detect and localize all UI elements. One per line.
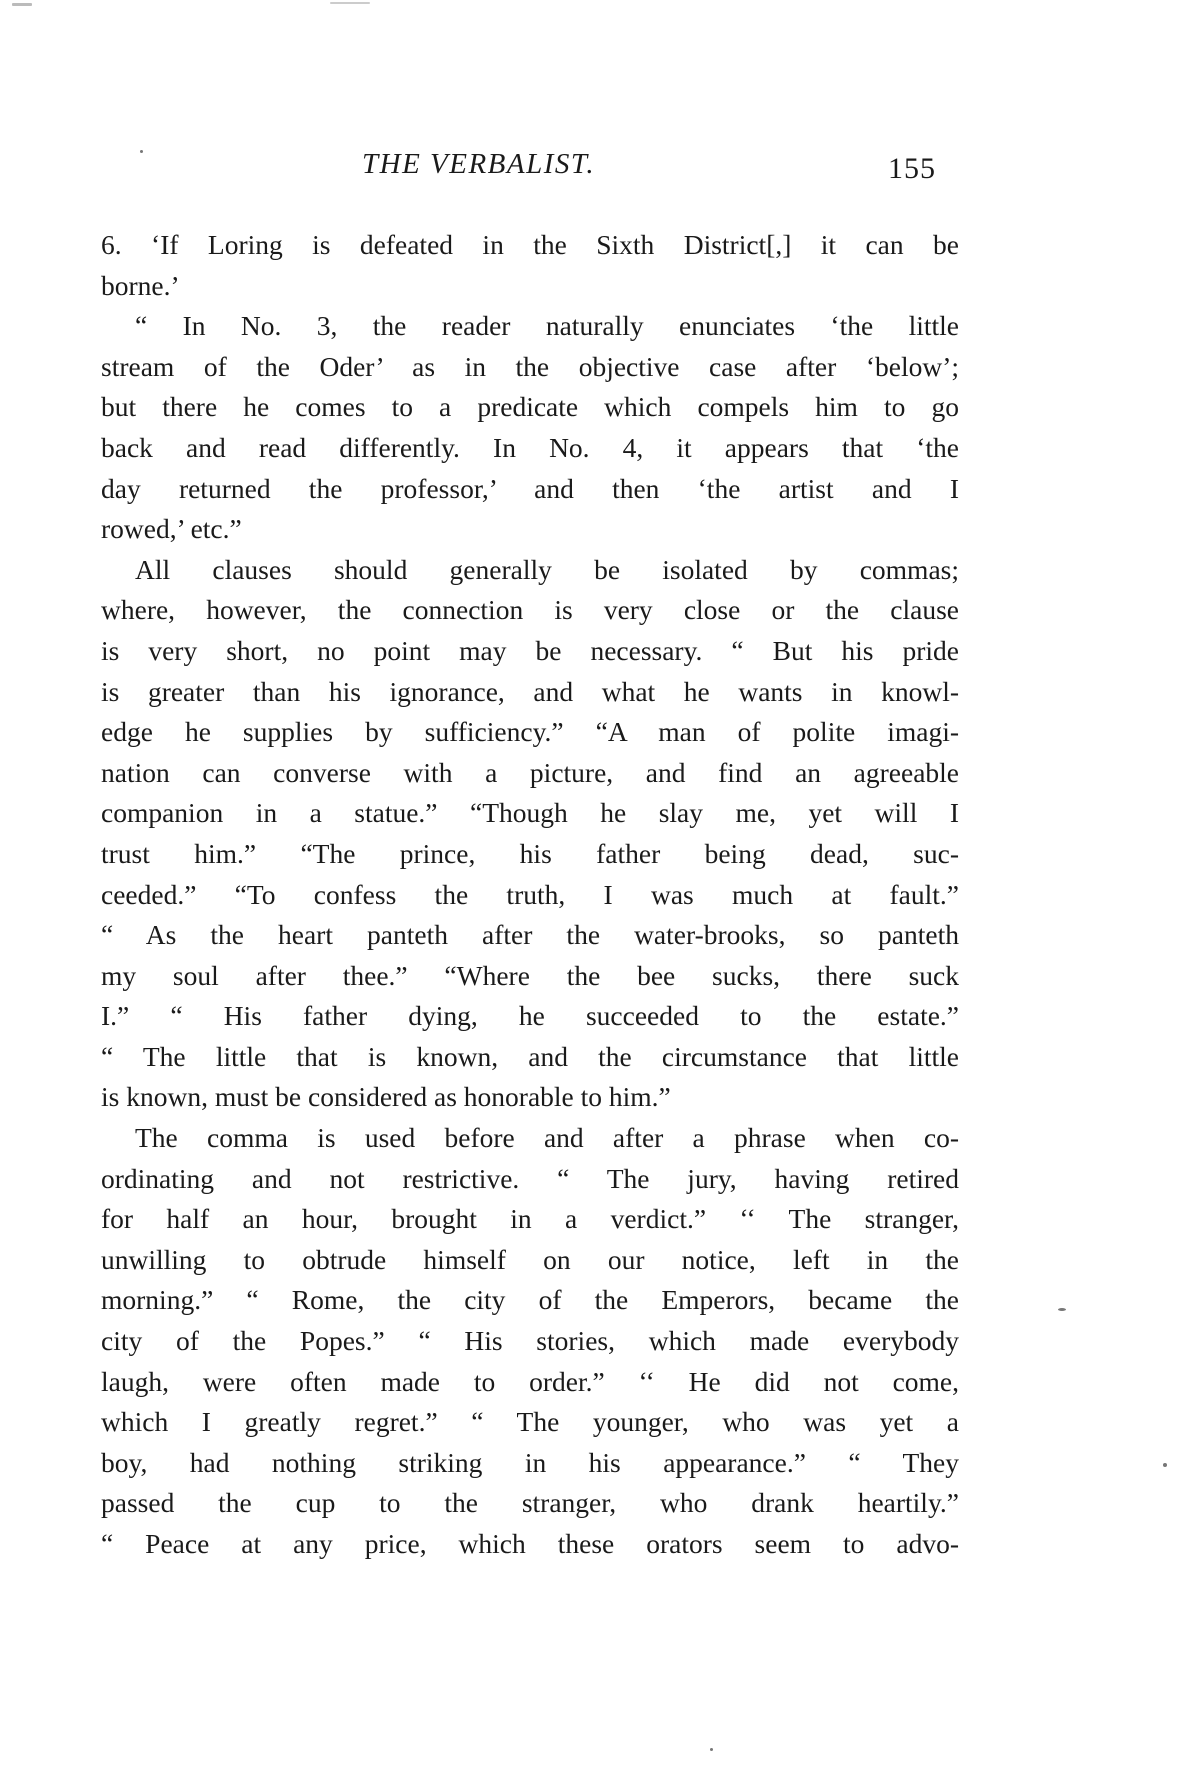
text-line: for half an hour, brought in a verdict.” ‘‘ The stranger, (101, 1203, 959, 1235)
text-line: but there he comes to a predicate which compels him to go (101, 391, 959, 423)
text-line: my soul after thee.” “Where the bee sucks, there suck (101, 959, 959, 991)
text-line: “ The little that is known, and the circumstance that little (101, 1040, 959, 1072)
running-head (0, 140, 1178, 190)
text-line: nation can converse with a picture, and find an agreeable (101, 756, 959, 788)
paper-speck (140, 150, 143, 153)
text-line: where, however, the connection is very close or the clause (101, 594, 959, 626)
text-line: boy, had nothing striking in his appearance.” “ They (101, 1446, 959, 1478)
text-line: day returned the professor,’ and then ‘the artist and I (101, 472, 959, 504)
text-line: 6. ‘If Loring is defeated in the Sixth District[,] it can be (101, 229, 959, 260)
text-line: borne.’ (101, 269, 180, 301)
paper-speck (1163, 1463, 1167, 1467)
text-line: All clauses should generally be isolated by commas; (135, 553, 959, 585)
text-line: is very short, no point may be necessary. “ But his pride (101, 634, 959, 666)
body-text (101, 225, 959, 1565)
text-line: is greater than his ignorance, and what he wants in knowl- (101, 675, 959, 707)
text-line: city of the Popes.” “ His stories, which made everybody (101, 1325, 959, 1357)
paper-speck (12, 3, 32, 6)
text-line: “ In No. 3, the reader naturally enunciates ‘the little (135, 310, 959, 342)
text-line: passed the cup to the stranger, who drank heartily.” (101, 1487, 959, 1519)
text-line: back and read differently. In No. 4, it appears that ‘the (101, 431, 959, 463)
text-line: edge he supplies by sufficiency.” “A man of polite imagi- (101, 716, 959, 748)
text-line: morning.” “ Rome, the city of the Emperors, became the (101, 1284, 959, 1316)
text-line: I.” “ His father dying, he succeeded to the estate.” (101, 1000, 959, 1032)
text-line: The comma is used before and after a phrase when co- (135, 1122, 959, 1154)
page-number: 155 (888, 152, 936, 185)
text-line: ordinating and not restrictive. “ The jury, having retired (101, 1162, 959, 1194)
paper-speck (1058, 1308, 1066, 1311)
text-line: companion in a statue.” “Though he slay me, yet will I (101, 797, 959, 829)
text-line: laugh, were often made to order.” ‘‘ He did not come, (101, 1365, 959, 1397)
text-line: ceeded.” “To confess the truth, I was much at fault.” (101, 878, 959, 910)
paper-speck (330, 2, 370, 4)
text-line: “ As the heart panteth after the water-brooks, so panteth (101, 919, 959, 951)
text-line: stream of the Oder’ as in the objective case after ‘below’; (101, 350, 959, 382)
text-line: is known, must be considered as honorable to him.” (101, 1081, 671, 1113)
text-line: rowed,’ etc.” (101, 513, 242, 545)
text-line: unwilling to obtrude himself on our notice, left in the (101, 1243, 959, 1275)
text-line: trust him.” “The prince, his father being dead, suc- (101, 837, 959, 869)
running-title: THE VERBALIST. (362, 148, 596, 180)
text-line: “ Peace at any price, which these orators seem to advo- (101, 1528, 959, 1559)
paper-speck (710, 1748, 713, 1751)
text-line: which I greatly regret.” “ The younger, who was yet a (101, 1406, 959, 1438)
